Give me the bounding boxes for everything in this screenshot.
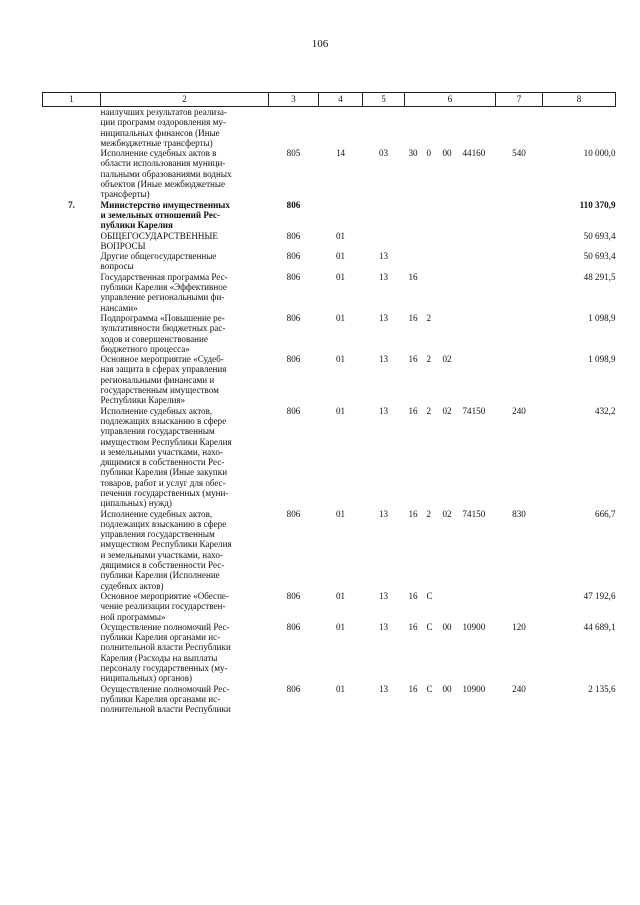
table-row: [43, 272, 616, 313]
amount: 48 291,5: [583, 271, 616, 282]
pr-code: [363, 107, 405, 149]
pr-code: [363, 231, 405, 252]
vr-code: 240: [512, 683, 526, 694]
column-header: 6: [405, 93, 496, 107]
csr-part: [443, 272, 463, 282]
gr-code: 806: [286, 230, 301, 241]
rz-code: 14: [335, 148, 346, 159]
vr-code: [496, 591, 543, 622]
expense-name-line: публики Карелия органами ис-: [100, 693, 221, 704]
expense-name-line: региональными финансами и: [100, 374, 215, 385]
pr-code: [363, 200, 405, 231]
expense-name: [101, 406, 269, 509]
expense-name: [101, 509, 269, 591]
column-header: 5: [363, 93, 405, 107]
expense-name: [101, 622, 269, 684]
expense-name-line: подлежащих взысканию в сфере: [100, 518, 227, 529]
csr-code: [405, 231, 496, 252]
expense-name-line: бюджетного процесса»: [100, 343, 190, 354]
table-row: [43, 406, 616, 509]
csr-part: 16: [408, 405, 418, 416]
expense-name: [101, 251, 269, 272]
expense-name: [101, 272, 269, 313]
page-number: 106: [311, 38, 329, 50]
expense-name-line: чение реализации государствен-: [100, 601, 226, 612]
csr-code: [405, 684, 496, 715]
csr-part: С: [426, 590, 433, 601]
expense-name-line: ции программ оздоровления му-: [100, 117, 226, 128]
table-row: [43, 591, 616, 622]
rz-code: 01: [335, 230, 346, 241]
csr-part: [463, 354, 495, 364]
gr-code: 806: [286, 354, 301, 365]
row-number: [43, 272, 101, 313]
vr-code: [496, 107, 543, 149]
expense-name-line: Другие общегосударственные: [100, 251, 217, 262]
expense-name-line: зультативности бюджетных рас-: [100, 323, 226, 334]
csr-code: [405, 622, 496, 684]
csr-part: С: [426, 621, 433, 632]
csr-part: 00: [442, 683, 452, 694]
expense-name-line: ная защита в сферах управления: [100, 364, 227, 375]
rz-code: 01: [335, 621, 346, 632]
expense-name-line: пальными образованиями водных: [100, 168, 232, 179]
vr-code: [496, 272, 543, 313]
table-row: [43, 231, 616, 252]
csr-code: [405, 509, 496, 591]
pr-code: 13: [378, 508, 389, 519]
vr-code: 830: [512, 508, 526, 519]
expense-name-line: наилучших результатов реализа-: [100, 107, 227, 117]
expense-name-line: подлежащих взысканию в сфере: [100, 415, 227, 426]
table-row: [43, 354, 616, 405]
vr-code: [496, 251, 543, 272]
vr-code: [496, 200, 543, 231]
csr-part: 2: [426, 354, 432, 365]
csr-part: 10900: [462, 683, 486, 694]
csr-part: 16: [408, 590, 418, 601]
csr-part: 74150: [462, 405, 486, 416]
amount: 432,2: [595, 405, 616, 416]
gr-code: 806: [286, 683, 301, 694]
row-number: [43, 406, 101, 509]
rz-code: 01: [335, 271, 346, 282]
csr-code: [405, 272, 496, 313]
csr-part: 00: [442, 148, 452, 159]
csr-part: 16: [408, 354, 418, 365]
gr-code: 806: [286, 405, 301, 416]
table-body: [43, 107, 616, 715]
csr-part: [427, 272, 443, 282]
csr-part: 02: [442, 405, 452, 416]
expense-name-line: имуществом Республики Карелия: [100, 436, 232, 447]
csr-part: 2: [426, 405, 432, 416]
expense-name-line: ципальных) нужд): [100, 498, 172, 509]
amount: 10 000,0: [583, 148, 616, 159]
expense-name-line: Подпрограмма «Повышение ре-: [100, 312, 225, 323]
csr-code: [405, 354, 496, 405]
budget-table: [42, 92, 616, 715]
vr-code: 120: [512, 621, 526, 632]
expense-name-line: публики Карелия: [100, 220, 173, 231]
csr-code: [405, 107, 496, 149]
expense-name-line: публики Карелия (Исполнение: [100, 570, 220, 581]
gr-code: 806: [286, 312, 301, 323]
rz-code: [319, 107, 363, 149]
csr-part: 10900: [462, 621, 486, 632]
amount: 47 192,6: [583, 590, 616, 601]
amount: [543, 107, 616, 149]
expense-name: [101, 313, 269, 354]
row-number: [43, 107, 101, 149]
row-number: [43, 684, 101, 715]
expense-name-line: области использования муници-: [100, 158, 226, 169]
expense-name-line: ной программы»: [100, 611, 166, 622]
column-header: 7: [496, 93, 543, 107]
row-number: [43, 622, 101, 684]
expense-name-line: печения государственных (муни-: [100, 487, 229, 498]
pr-code: 13: [378, 405, 389, 416]
expense-name-line: государственным имуществом: [100, 385, 219, 396]
pr-code: 13: [378, 683, 389, 694]
csr-code: [405, 591, 496, 622]
expense-name-line: Карелия (Расходы на выплаты: [100, 652, 218, 663]
table-row: [43, 313, 616, 354]
pr-code: 13: [378, 590, 389, 601]
amount: 50 693,4: [583, 230, 616, 241]
expense-name-line: товаров, работ и услуг для обес-: [100, 477, 226, 488]
amount: 50 693,4: [583, 251, 616, 262]
expense-name-line: Исполнение судебных актов,: [100, 508, 213, 519]
csr-code: [405, 148, 496, 199]
expense-name-line: Осуществление полномочий Рес-: [100, 621, 230, 632]
row-number: 7.: [68, 199, 75, 210]
gr-code: 806: [286, 199, 301, 210]
rz-code: 01: [335, 405, 346, 416]
amount: 44 689,1: [583, 621, 616, 632]
vr-code: [496, 313, 543, 354]
table-row: [43, 107, 616, 149]
csr-part: 30: [408, 148, 418, 159]
rz-code: 01: [335, 683, 346, 694]
row-number: [43, 313, 101, 354]
rz-code: 01: [335, 354, 346, 365]
vr-code: [496, 354, 543, 405]
expense-name-line: и земельных отношений Рес-: [100, 209, 221, 220]
pr-code: 13: [378, 251, 389, 262]
expense-name-line: публики Карелия «Эффективное: [100, 282, 227, 293]
csr-code: [405, 251, 496, 272]
csr-code: [405, 313, 496, 354]
pr-code: 13: [378, 312, 389, 323]
column-header: 3: [269, 93, 319, 107]
gr-code: 806: [286, 271, 301, 282]
row-number: [43, 591, 101, 622]
expense-name-line: персоналу государственных (му-: [100, 663, 228, 674]
expense-name-line: вопросы: [100, 261, 134, 272]
expense-name-line: и земельными участками, нахо-: [100, 549, 223, 560]
expense-name: [101, 591, 269, 622]
pr-code: 03: [378, 148, 389, 159]
amount: 2 135,6: [588, 683, 616, 694]
column-header: 4: [319, 93, 363, 107]
expense-name-line: и земельными участками, нахо-: [100, 446, 223, 457]
expense-name-line: полнительной власти Республики: [100, 642, 231, 653]
table-row: [43, 622, 616, 684]
table-row: [43, 200, 616, 231]
column-header: 2: [101, 93, 269, 107]
csr-part: 16: [408, 621, 418, 632]
expense-name-line: объектов (Иные межбюджетные: [100, 179, 226, 190]
expense-name: [101, 107, 269, 149]
expense-name-line: Государственная программа Рес-: [100, 271, 228, 282]
csr-part: 00: [442, 621, 452, 632]
csr-part: 02: [442, 354, 452, 365]
csr-part: [463, 591, 495, 601]
csr-part: 16: [408, 683, 418, 694]
gr-code: 806: [286, 251, 301, 262]
csr-part: 2: [426, 312, 432, 323]
csr-part: С: [426, 683, 433, 694]
row-number: [43, 231, 101, 252]
amount: 1 098,9: [588, 354, 616, 365]
table-row: [43, 509, 616, 591]
column-header: 1: [43, 93, 101, 107]
table-row: [43, 251, 616, 272]
expense-name-line: дящимися в собственности Рес-: [100, 560, 225, 571]
vr-code: 540: [512, 148, 526, 159]
vr-code: [496, 231, 543, 252]
expense-name: [101, 354, 269, 405]
csr-part: [443, 591, 463, 601]
gr-code: 806: [286, 621, 301, 632]
csr-part: [463, 272, 495, 282]
pr-code: 13: [378, 271, 389, 282]
csr-code: [405, 406, 496, 509]
expense-name-line: управление региональными фи-: [100, 292, 225, 303]
column-header: 8: [543, 93, 616, 107]
pr-code: 13: [378, 621, 389, 632]
expense-name-line: управления государственным: [100, 426, 215, 437]
csr-part: 0: [426, 148, 432, 159]
expense-name-line: Республики Карелия»: [100, 395, 186, 406]
expense-name-line: публики Карелия органами ис-: [100, 632, 221, 643]
expense-name-line: ходов и совершенствование: [100, 333, 208, 344]
csr-part: 16: [408, 508, 418, 519]
csr-part: 2: [426, 508, 432, 519]
table-header-row: [43, 93, 616, 107]
amount: 110 370,9: [579, 199, 616, 210]
expense-name-line: имуществом Республики Карелия: [100, 539, 232, 550]
expense-name: [101, 231, 269, 252]
expense-name-line: межбюджетные трансферты): [100, 137, 213, 148]
expense-name-line: Осуществление полномочий Рес-: [100, 683, 230, 694]
expense-name-line: дящимися в собственности Рес-: [100, 457, 225, 468]
pr-code: 13: [378, 354, 389, 365]
rz-code: 01: [335, 251, 346, 262]
gr-code: 806: [286, 508, 301, 519]
expense-name-line: Основное мероприятие «Судеб-: [100, 354, 224, 365]
vr-code: 240: [512, 405, 526, 416]
row-number: [43, 354, 101, 405]
row-number: [43, 148, 101, 199]
expense-name-line: ниципальных) органов): [100, 673, 193, 684]
rz-code: 01: [335, 590, 346, 601]
table-row: [43, 148, 616, 199]
gr-code: 805: [286, 148, 301, 159]
csr-part: 16: [408, 312, 418, 323]
expense-name-line: судебных актов): [100, 580, 164, 591]
expense-name-line: Исполнение судебных актов,: [100, 405, 213, 416]
csr-part: 44160: [462, 148, 486, 159]
expense-name-line: Основное мероприятие «Обеспе-: [100, 590, 229, 601]
amount: 1 098,9: [588, 312, 616, 323]
gr-code: 806: [286, 590, 301, 601]
csr-part: 74150: [462, 508, 486, 519]
expense-name-line: трансферты): [100, 189, 150, 200]
expense-name-line: Министерство имущественных: [100, 199, 230, 210]
table-row: [43, 684, 616, 715]
csr-part: [463, 313, 495, 323]
expense-name-line: ОБЩЕГОСУДАРСТВЕННЫЕ: [100, 230, 218, 241]
gr-code: [269, 107, 319, 149]
rz-code: 01: [335, 312, 346, 323]
expense-name-line: Исполнение судебных актов в: [100, 148, 217, 159]
expense-name: [101, 200, 269, 231]
expense-name: [101, 684, 269, 715]
row-number: [43, 509, 101, 591]
rz-code: [319, 200, 363, 231]
expense-name-line: нансами»: [100, 302, 138, 313]
expense-name-line: полнительной власти Республики: [100, 704, 231, 715]
csr-code: [405, 200, 496, 231]
csr-part: [443, 313, 463, 323]
expense-name-line: управления государственным: [100, 529, 215, 540]
csr-part: 02: [442, 508, 452, 519]
expense-name: [101, 148, 269, 199]
expense-name-line: публики Карелия (Иные закупки: [100, 467, 228, 478]
expense-name-line: ниципальных финансов (Иные: [100, 127, 220, 138]
expense-name-line: ВОПРОСЫ: [100, 240, 146, 251]
amount: 666,7: [595, 508, 616, 519]
csr-part: 16: [408, 271, 418, 282]
row-number: [43, 251, 101, 272]
rz-code: 01: [335, 508, 346, 519]
